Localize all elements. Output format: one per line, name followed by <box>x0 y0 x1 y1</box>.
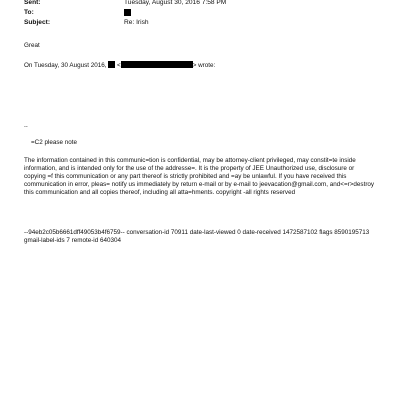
subject-value: Re: Irish <box>124 19 149 26</box>
separator-dashes: -- <box>24 124 28 130</box>
sent-label: Sent: <box>24 0 41 6</box>
confidentiality-disclaimer: The information contained in this communic=tion is confidential, may be attorney-client privileged, may constit=te inside information, and is intended only for the use of the addresse=. It is the property of JEE Unauthorized use, disclosure or copying =f this communication or any part thereof is strictly prohibited and =ay be unlawful. If you have received this communication in error, pleas= notify us immediately by return e-mail or by e-mail to jeevacation@gmail.com, and<=r>destroy this communication and all copies thereof, including all atta=hments. copyright -all rights reserved <box>24 157 375 196</box>
to-label: To: <box>24 9 34 16</box>
redaction-box <box>108 61 115 68</box>
quote-intro <box>24 61 376 70</box>
redaction-box <box>121 61 193 68</box>
quote-intro-suffix: > wrote: <box>192 62 216 69</box>
quote-intro-lt: < <box>117 62 121 69</box>
subject-label: Subject: <box>24 19 51 26</box>
greeting-text: Great <box>24 42 40 49</box>
sent-value: Tuesday, August 30, 2016 7:58 PM <box>124 0 227 6</box>
to-value-redacted <box>124 9 131 18</box>
note-text: =C2 please note <box>31 139 78 146</box>
message-metadata: --94eb2c05b6661dff49053b4f6759-- conversation-id 70911 date-last-viewed 0 date-received 1472587102 flags 8590195713 gmail-label-ids 7 remote-id 640304 <box>24 229 370 244</box>
redaction-box <box>124 9 131 16</box>
quote-intro-prefix: On Tuesday, 30 August 2016, <box>24 62 107 69</box>
